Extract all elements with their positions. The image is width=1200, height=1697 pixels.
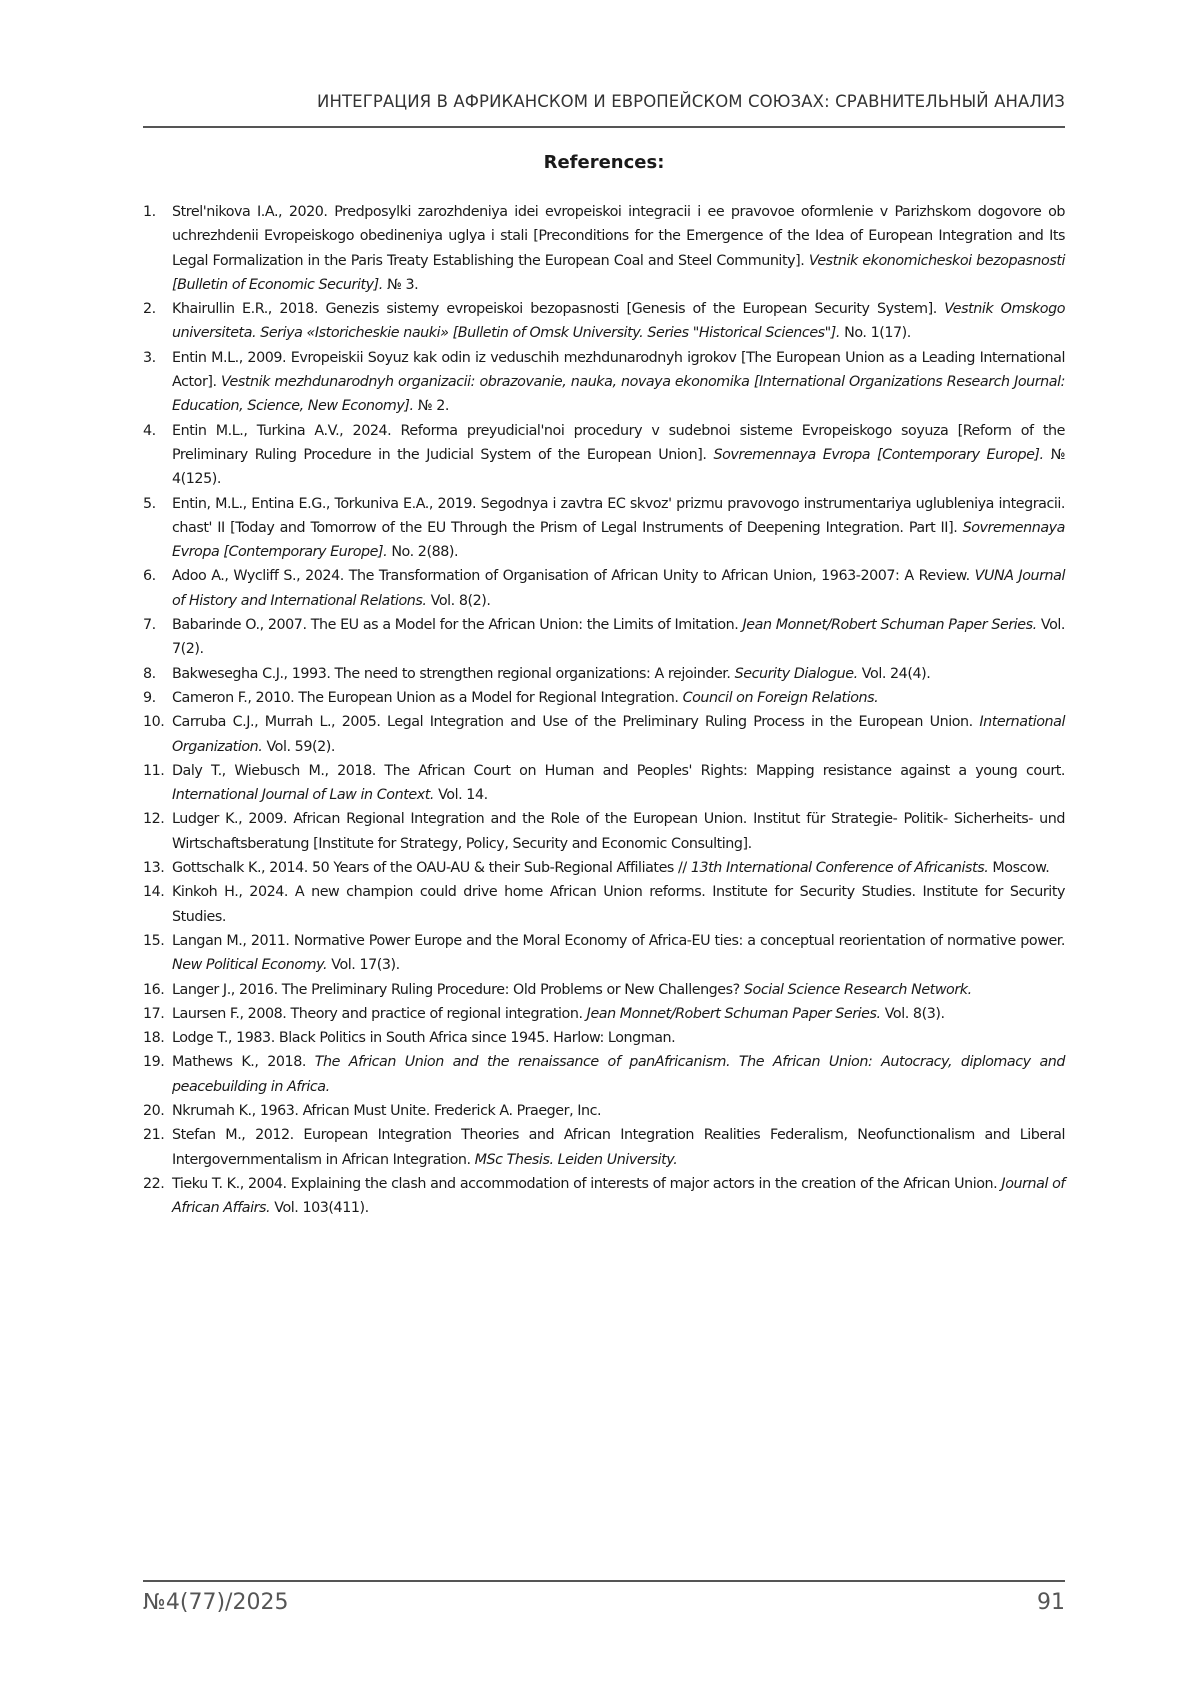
reference-text: Khairullin E.R., 2018. Genezis sistemy evropeiskoi bezopasnosti [Genesis of the European Security System]. — [172, 301, 945, 318]
reference-number: 22. — [143, 1175, 165, 1192]
reference-volume: Vol. 59(2). — [262, 738, 335, 755]
reference-item — [143, 1050, 1065, 1099]
reference-item — [143, 807, 1065, 856]
reference-text: Tieku T. K., 2004. Explaining the clash and accommodation of interests of major actors in the creation of the African Union. — [172, 1175, 1002, 1192]
reference-text: Nkrumah K., 1963. African Must Unite. Frederick A. Praeger, Inc. — [172, 1102, 602, 1119]
reference-number: 3. — [143, 349, 156, 366]
reference-source: Jean Monnet/Robert Schuman Paper Series. — [742, 617, 1037, 634]
reference-item — [143, 419, 1065, 492]
reference-source: Sovremennaya Evropa [Contemporary Europe]. — [172, 519, 1065, 561]
reference-source: Vestnik ekonomicheskoi bezopasnosti [Bulletin of Economic Security]. — [172, 252, 1065, 293]
reference-number: 8. — [143, 665, 156, 682]
reference-item — [143, 1002, 1065, 1026]
reference-source: Council on Foreign Relations. — [682, 689, 879, 706]
reference-volume: Vol. 14. — [433, 787, 488, 804]
reference-source: International Journal of Law in Context. — [172, 787, 434, 804]
reference-volume: Vol. 7(2). — [172, 617, 1066, 658]
reference-item — [143, 200, 1065, 297]
reference-number: 17. — [143, 1005, 165, 1022]
reference-volume: Moscow. — [988, 860, 1050, 877]
reference-number: 2. — [143, 301, 156, 318]
reference-source: Jean Monnet/Robert Schuman Paper Series. — [586, 1005, 881, 1022]
issue-number: №4(77)/2025 — [143, 1590, 289, 1615]
reference-volume: Vol. 8(2). — [426, 592, 491, 609]
reference-item — [143, 492, 1065, 565]
reference-text: Langer J., 2016. The Preliminary Ruling Procedure: Old Problems or New Challenges? — [172, 981, 744, 998]
reference-text: Carruba C.J., Murrah L., 2005. Legal Integration and Use of the Preliminary Ruling Process in the European Union. — [172, 714, 980, 731]
reference-text: Entin, M.L., Entina E.G., Torkuniva E.A., 2019. Segodnya i zavtra EC skvoz' prizmu pravovogo instrumentariya uglubleniya integracii. chast' II [Today and Tomorrow of the EU Through the Prism of Legal Instruments of Deepening Integration. Part II]. — [172, 495, 1065, 536]
reference-number: 14. — [143, 884, 165, 901]
reference-source: VUNA Journal of History and International Relations. — [172, 568, 1065, 609]
reference-volume: No. 2(88). — [387, 544, 459, 561]
footer-divider — [143, 1580, 1065, 1582]
reference-text: Mathews K., 2018. — [172, 1054, 315, 1071]
reference-source: 13th International Conference of Africanists. — [690, 860, 989, 877]
reference-source: Journal of African Affairs. — [172, 1175, 1065, 1217]
reference-text: Kinkoh H., 2024. A new champion could drive home African Union reforms. Institute for Security Studies. Institute for Security Studies. — [172, 884, 1065, 925]
reference-source: Sovremennaya Evropa [Contemporary Europe]. — [713, 446, 1044, 463]
reference-text: Babarinde O., 2007. The EU as a Model for the African Union: the Limits of Imitation. — [172, 617, 743, 634]
reference-text: Langan M., 2011. Normative Power Europe and the Moral Economy of Africa-EU ties: a conceptual reorientation of normative power. — [172, 932, 1065, 949]
reference-source: Vestnik Omskogo universiteta. Seriya «Istoricheskie nauki» [Bulletin of Omsk University. Series "Historical Sciences"]. — [172, 301, 1066, 342]
reference-number: 19. — [143, 1054, 165, 1071]
reference-text: Entin M.L., 2009. Evropeiskii Soyuz kak odin iz veduschih mezhdunarodnyh igrokov [The European Union as a Leading International Actor]. — [172, 349, 1065, 391]
header-divider — [143, 126, 1065, 128]
reference-number: 1. — [143, 204, 156, 220]
reference-item — [143, 880, 1065, 929]
reference-source: Vestnik mezhdunarodnyh organizacii: obrazovanie, nauka, novaya ekonomika [International Organizations Research Journal: Education, Science, New Economy]. — [172, 374, 1065, 415]
reference-number: 5. — [143, 495, 156, 512]
reference-number: 10. — [143, 714, 165, 731]
reference-number: 4. — [143, 422, 156, 439]
reference-item — [143, 346, 1065, 419]
reference-item — [143, 759, 1065, 808]
reference-text: Stefan M., 2012. European Integration Theories and African Integration Realities Federalism, Neofunctionalism and Liberal Intergovernmentalism in African Integration. — [172, 1127, 1065, 1168]
reference-volume: Vol. 8(3). — [880, 1005, 945, 1022]
reference-number: 13. — [143, 860, 165, 877]
reference-item — [143, 929, 1065, 978]
references-heading: References: — [543, 152, 665, 173]
reference-text: Bakwesegha C.J., 1993. The need to strengthen regional organizations: A rejoinder. — [172, 665, 735, 682]
reference-volume: Vol. 24(4). — [857, 665, 931, 682]
reference-number: 7. — [143, 617, 156, 634]
reference-item — [143, 686, 1065, 710]
reference-item — [143, 564, 1065, 613]
reference-source: International Organization. — [172, 714, 1065, 755]
reference-number: 18. — [143, 1030, 165, 1047]
reference-item — [143, 297, 1065, 346]
reference-list — [143, 200, 1065, 1220]
reference-text: Gottschalk K., 2014. 50 Years of the OAU-AU & their Sub-Regional Affiliates // — [172, 860, 691, 877]
reference-text: Lodge T., 1983. Black Politics in South Africa since 1945. Harlow: Longman. — [172, 1030, 676, 1047]
reference-number: 9. — [143, 689, 156, 706]
reference-text: Ludger K., 2009. African Regional Integration and the Role of the European Union. Institut für Strategie- Politik- Sicherheits- und Wirtschaftsberatung [Institute for Strategy, Policy, Security and Economic Consulting]. — [172, 811, 1065, 852]
reference-volume: № 4(125). — [172, 446, 1066, 488]
reference-volume: № 2. — [413, 398, 449, 415]
reference-item — [143, 1099, 1065, 1123]
running-header: ИНТЕГРАЦИЯ В АФРИКАНСКОМ И ЕВРОПЕЙСКОМ СОЮЗАХ: СРАВНИТЕЛЬНЫЙ АНАЛИЗ — [317, 92, 1065, 111]
reference-text: Adoo A., Wycliff S., 2024. The Transformation of Organisation of African Unity to African Union, 1963-2007: A Review. — [172, 568, 975, 585]
reference-item — [143, 613, 1065, 662]
reference-text: Cameron F., 2010. The European Union as a Model for Regional Integration. — [172, 689, 683, 706]
reference-source: New Political Economy. — [172, 957, 328, 974]
reference-item — [143, 978, 1065, 1002]
reference-source: Security Dialogue. — [734, 665, 858, 682]
reference-source: MSc Thesis. Leiden University. — [474, 1151, 678, 1168]
reference-volume: Vol. 103(411). — [270, 1200, 369, 1217]
reference-text: Strel'nikova I.A., 2020. Predposylki zarozhdeniya idei evropeiskoi integracii i ee pravovoe oformlenie v Parizhskom dogovore ob uchrezhdenii Evropeiskogo obedineniya uglya i stali [Preconditions for the Emergence of the Idea of European Integration and Its Legal Formalization in the Paris Treaty Establishing the European Coal and Steel Community]. — [172, 204, 1065, 269]
reference-number: 6. — [143, 568, 156, 585]
reference-number: 15. — [143, 932, 165, 949]
reference-source: The African Union and the renaissance of panAfricanism. The African Union: Autocracy, diplomacy and peacebuilding in Africa. — [172, 1054, 1065, 1095]
reference-text: Daly T., Wiebusch M., 2018. The African Court on Human and Peoples' Rights: Mapping resistance against a young court. — [172, 762, 1065, 779]
reference-item — [143, 1172, 1065, 1221]
reference-volume: № 3. — [382, 276, 419, 293]
reference-volume: No. 1(17). — [840, 325, 911, 342]
reference-item — [143, 1123, 1065, 1172]
reference-source: Social Science Research Network. — [743, 981, 972, 998]
reference-volume: Vol. 17(3). — [327, 957, 400, 974]
reference-number: 11. — [143, 762, 165, 779]
reference-item — [143, 1026, 1065, 1050]
reference-item — [143, 710, 1065, 759]
reference-text: Laursen F., 2008. Theory and practice of regional integration. — [172, 1005, 587, 1022]
reference-item — [143, 856, 1065, 880]
reference-number: 12. — [143, 811, 165, 828]
reference-number: 21. — [143, 1127, 165, 1144]
reference-item — [143, 662, 1065, 686]
reference-number: 16. — [143, 981, 165, 998]
reference-number: 20. — [143, 1102, 165, 1119]
page-number: 91 — [1037, 1590, 1065, 1615]
reference-text: Entin M.L., Turkina A.V., 2024. Reforma preyudicial'noi procedury v sudebnoi sisteme Evropeiskogo soyuza [Reform of the Preliminary Ruling Procedure in the Judicial System of the European Union]. — [172, 422, 1065, 463]
